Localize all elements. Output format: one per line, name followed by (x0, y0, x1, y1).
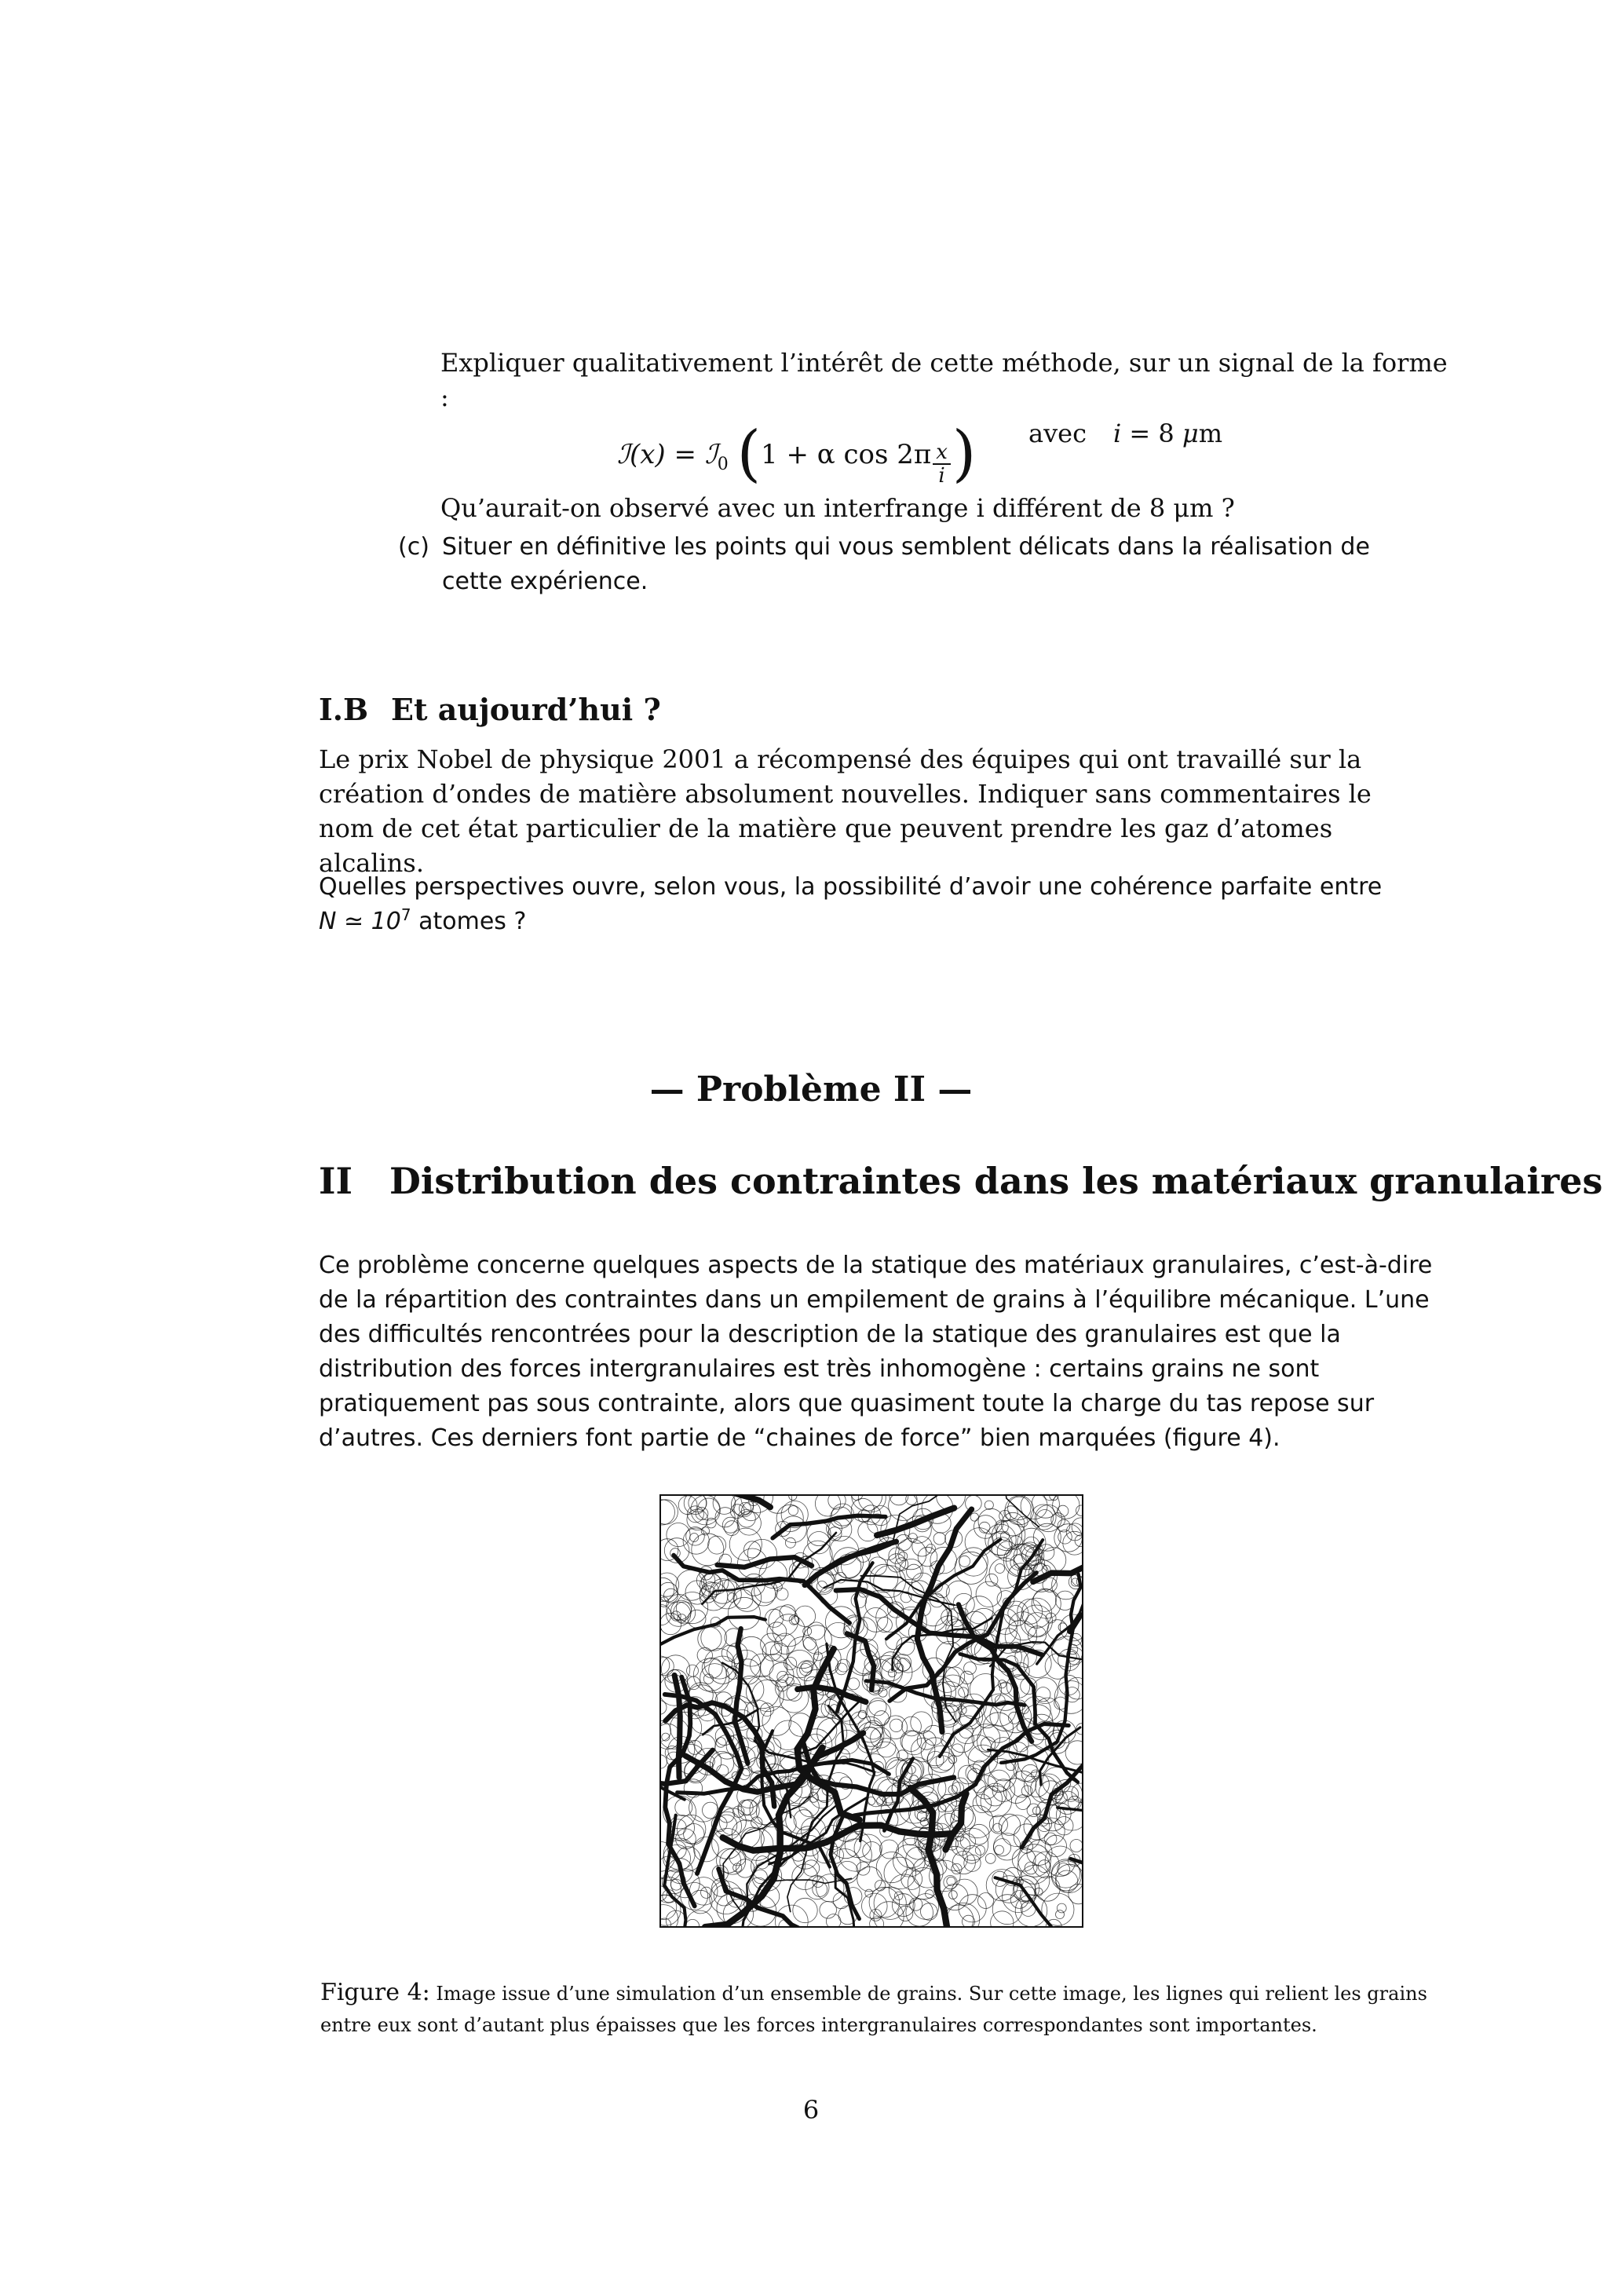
formula-expression: ℐ(x) = ℐ$_0$ (1 + α cos 2π $\frac{x}{i}$ ) (617, 419, 977, 489)
intro-line: Expliquer qualitativement l’intérêt de cette méthode, sur un signal de la forme : (440, 348, 1448, 412)
item-c-text: Situer en définitive les points qui vous semblent délicats dans la réalisation de cette expérience. (442, 533, 1370, 595)
problem-title: — Problème II — (649, 1069, 973, 1110)
problem-section-heading (319, 1158, 1602, 1204)
section-ib-heading (319, 691, 661, 729)
formula-fraction: $\frac{x}{i}$ (933, 441, 951, 487)
figure-4-caption (320, 1977, 1435, 2041)
figure-4-caption-text: Image issue d’une simulation d’un ensemble de grains. Sur cette image, les lignes qui relient les grains entre eux sont d’autant plus épaisses que les forces intergranulaires correspondantes sont importantes. (320, 1983, 1427, 2036)
problem-intro: Ce problème concerne quelques aspects de la statique des matériaux granulaires, c’est-à-dire de la répartition des contraintes dans un empilement de grains à l’équilibre mécanique. L’une des difficultés rencontrées pour la description de la statique des granulaires est que la distribution des forces intergranulaires est très inhomogène : certains grains ne sont pratiquement pas sous contrainte, alors que quasiment toute la charge du tas repose sur d’autres. Ces derniers font partie de “chaines de force” bien marquées (figure 4). (319, 1252, 1433, 1452)
page-number: 6 (802, 2095, 820, 2125)
force-chain-image (659, 1494, 1083, 1928)
item-c-label: (c) (398, 533, 429, 561)
formula-condition: i = 8 μm (1113, 419, 1223, 448)
section-ib-number: I.B (319, 692, 369, 727)
problem-section-number: II (319, 1160, 353, 1202)
problem-section-title: Distribution des contraintes dans les matériaux granulaires (389, 1160, 1603, 1202)
intensity-formula (0, 397, 1622, 489)
section-ib-title: Et aujourd’hui ? (391, 692, 661, 727)
section-ib-paragraph-2: Quelles perspectives ouvre, selon vous, la possibilité d’avoir une cohérence parfaite entre N ≃ $10^7$ atomes ? (319, 873, 1383, 935)
section-ib-paragraph-1: Le prix Nobel de physique 2001 a récompensé des équipes qui ont travaillé sur la création d’ondes de matière absolument nouvelles. Indiquer sans commentaires le nom de cet état particulier de la matière que peuvent prendre les gaz d’atomes alcalins. (319, 744, 1372, 878)
figure-4-granular-simulation (659, 1494, 1083, 1928)
interfrange-question: Qu’aurait-on observé avec un interfrange i différent de 8 μm ? (440, 493, 1235, 523)
figure-4-label: Figure 4: (320, 1979, 430, 2006)
formula-avec: avec (1028, 419, 1087, 448)
